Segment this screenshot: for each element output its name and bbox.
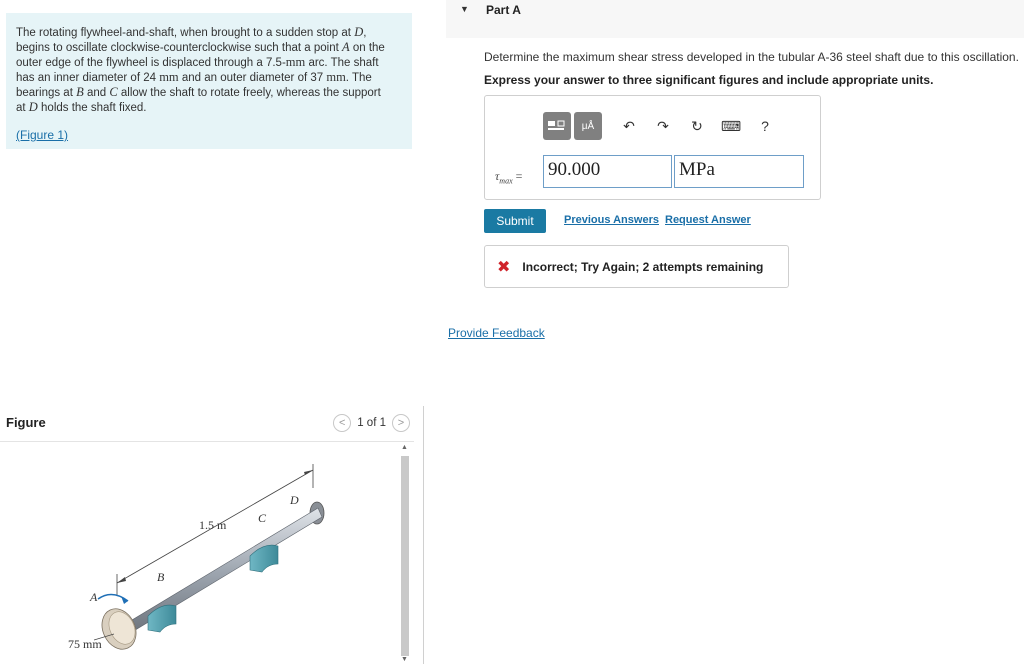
- submit-button[interactable]: Submit: [484, 209, 546, 233]
- label-c: C: [258, 511, 267, 525]
- length-label: 1.5 m: [199, 518, 227, 532]
- problem-text-line: begins to oscillate clockwise-counterclockwise such that a point: [16, 42, 342, 54]
- tau-symbol: τ: [495, 169, 500, 183]
- figure-page-count: 1 of 1: [357, 417, 386, 429]
- feedback-box: [484, 245, 789, 288]
- figure-pager: [333, 414, 410, 432]
- problem-text-line: allow the shaft to rotate freely, whereas the support: [117, 87, 381, 99]
- request-answer-link[interactable]: Request Answer: [665, 214, 751, 226]
- var-c: C: [109, 85, 118, 99]
- question-text: Determine the maximum shear stress developed in the tubular A-36 steel shaft due to this oscillation.: [484, 50, 1019, 64]
- problem-text-line: holds the shaft fixed.: [37, 102, 147, 114]
- keyboard-icon[interactable]: ⌨: [720, 117, 742, 134]
- var-a: A: [342, 40, 350, 54]
- help-icon[interactable]: ?: [761, 118, 769, 134]
- var-b: B: [76, 85, 84, 99]
- toolbar-button-group: [543, 112, 605, 140]
- problem-text-line: . The: [345, 72, 372, 84]
- unit-mm: mm: [285, 55, 306, 69]
- problem-text-line: on the: [349, 42, 385, 54]
- answer-variable-label: [495, 169, 522, 185]
- problem-text-line: and an outer diameter of 37: [178, 72, 327, 84]
- problem-text-line: outer edge of the flywheel is displaced through a 7.5-: [16, 57, 286, 69]
- answer-toolbar: [543, 112, 775, 140]
- scroll-thumb[interactable]: [401, 456, 409, 656]
- prev-figure-button[interactable]: <: [333, 414, 351, 432]
- part-title: Part A: [486, 3, 521, 17]
- undo-icon[interactable]: ↶: [623, 117, 635, 134]
- flywheel-shaft-illustration: [0, 444, 396, 664]
- figure-image: [0, 444, 396, 664]
- reset-icon[interactable]: ↻: [691, 117, 703, 134]
- previous-answers-link[interactable]: Previous Answers: [564, 214, 659, 226]
- problem-statement: [6, 13, 412, 149]
- problem-text-line: arc. The shaft: [305, 57, 379, 69]
- answer-box: [484, 95, 821, 200]
- collapse-chevron-icon[interactable]: ▼: [460, 4, 469, 14]
- answer-unit-input[interactable]: MPa: [674, 155, 804, 188]
- incorrect-icon: ✖: [497, 258, 511, 276]
- instruction-text: Express your answer to three significant figures and include appropriate units.: [484, 73, 934, 87]
- problem-text-line: has an inner diameter of 24: [16, 72, 160, 84]
- part-header[interactable]: [446, 0, 1024, 38]
- figure-link[interactable]: (Figure 1): [16, 128, 69, 142]
- problem-text-line: and: [83, 87, 110, 99]
- templates-icon: [547, 119, 567, 133]
- scroll-down-icon[interactable]: ▼: [401, 656, 408, 663]
- problem-text: [16, 25, 402, 115]
- redo-icon[interactable]: ↷: [657, 117, 669, 134]
- problem-text-line: bearings at: [16, 87, 77, 99]
- tau-subscript: max: [499, 176, 513, 186]
- units-button[interactable]: μÅ: [574, 112, 602, 140]
- label-d: D: [290, 493, 299, 507]
- provide-feedback-link[interactable]: Provide Feedback: [448, 326, 545, 340]
- problem-text-line: ,: [363, 27, 367, 39]
- feedback-message: Incorrect; Try Again; 2 attempts remaining: [522, 259, 764, 274]
- unit-mm: mm: [159, 70, 179, 84]
- radius-label: 75 mm: [68, 637, 102, 651]
- equals-sign: =: [515, 169, 523, 183]
- answer-value-input[interactable]: 90.000: [543, 155, 672, 188]
- problem-text-line: at: [16, 102, 29, 114]
- scroll-up-icon[interactable]: ▲: [401, 444, 408, 451]
- label-a: A: [90, 590, 98, 604]
- figure-header: [0, 406, 414, 442]
- panel-divider: [423, 406, 424, 664]
- var-d: D: [28, 100, 38, 114]
- var-d: D: [354, 25, 364, 39]
- label-b: B: [157, 570, 165, 584]
- figure-title: Figure: [6, 415, 46, 430]
- templates-button[interactable]: [543, 112, 571, 140]
- unit-mm: mm: [326, 70, 346, 84]
- problem-text-line: The rotating flywheel-and-shaft, when brought to a sudden stop at: [16, 27, 355, 39]
- next-figure-button[interactable]: >: [392, 414, 410, 432]
- figure-scrollbar[interactable]: [398, 444, 412, 664]
